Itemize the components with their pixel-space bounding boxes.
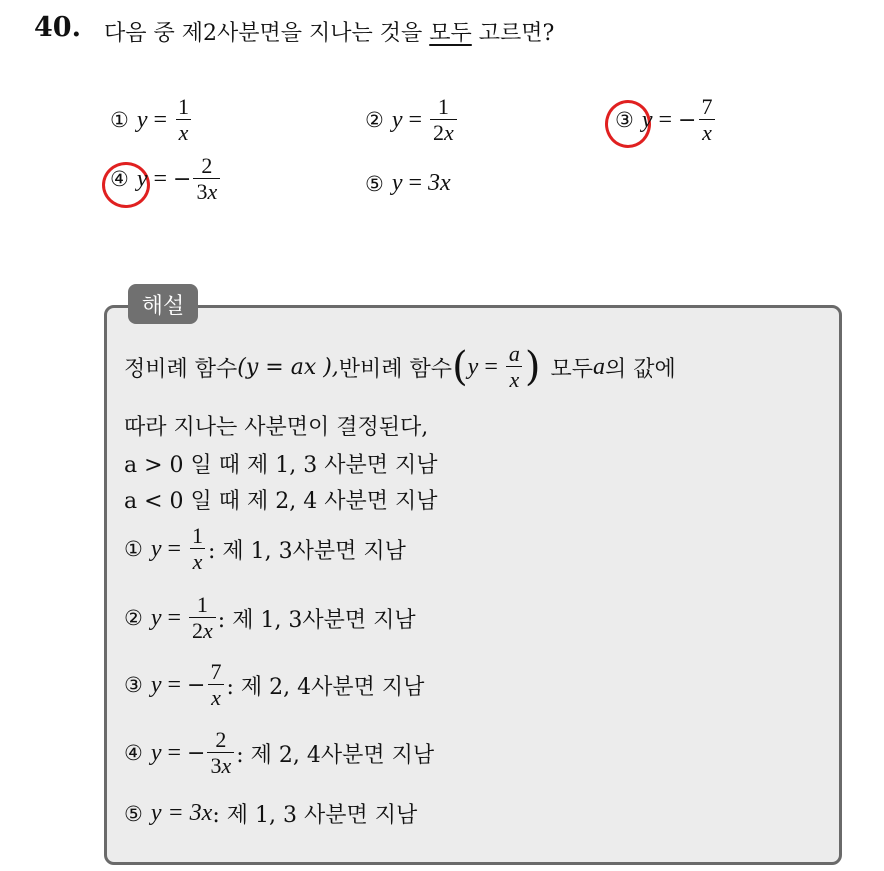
explanation-item-5: ⑤ y = 3x : 제 1, 3 사분면 지남	[124, 800, 418, 828]
explanation-tag: 해설	[128, 284, 198, 324]
choice-1: ① y = $\frac{1}{x}$	[110, 96, 194, 144]
choice-2: ② y = $\frac{1}{2x}$	[365, 96, 459, 144]
explanation-line-1: 정비례 함수 (y = ax ), 반비례 함수 ( y = $\frac{a}{x}$ ) 모두 a 의 값에	[124, 341, 676, 392]
explanation-item-1: ① y = $\frac{1}{x}$ : 제 1, 3사분면 지남	[124, 523, 406, 574]
choice-4: ④ y = − $\frac{2}{3x}$	[110, 155, 222, 203]
choice-5: ⑤ y = 3x	[365, 170, 451, 196]
explanation-line-4: a < 0 일 때 제 2, 4 사분면 지남	[124, 489, 438, 514]
explanation-item-4: ④ y = − $\frac{2}{3x}$ : 제 2, 4사분면 지남	[124, 727, 435, 778]
explanation-line-3: a > 0 일 때 제 1, 3 사분면 지남	[124, 453, 438, 478]
question-number: 40.	[34, 12, 81, 43]
underlined-word: 모두	[429, 21, 472, 46]
explanation-line-2: 따라 지나는 사분면이 결정된다,	[124, 415, 429, 440]
explanation-item-2: ② y = $\frac{1}{2x}$ : 제 1, 3사분면 지남	[124, 592, 416, 643]
question-text: 다음 중 제2사분면을 지나는 것을 모두 고르면?	[104, 21, 555, 46]
choice-3: ③ y = − $\frac{7}{x}$	[615, 96, 717, 144]
explanation-item-3: ③ y = − $\frac{7}{x}$ : 제 2, 4사분면 지남	[124, 659, 425, 710]
